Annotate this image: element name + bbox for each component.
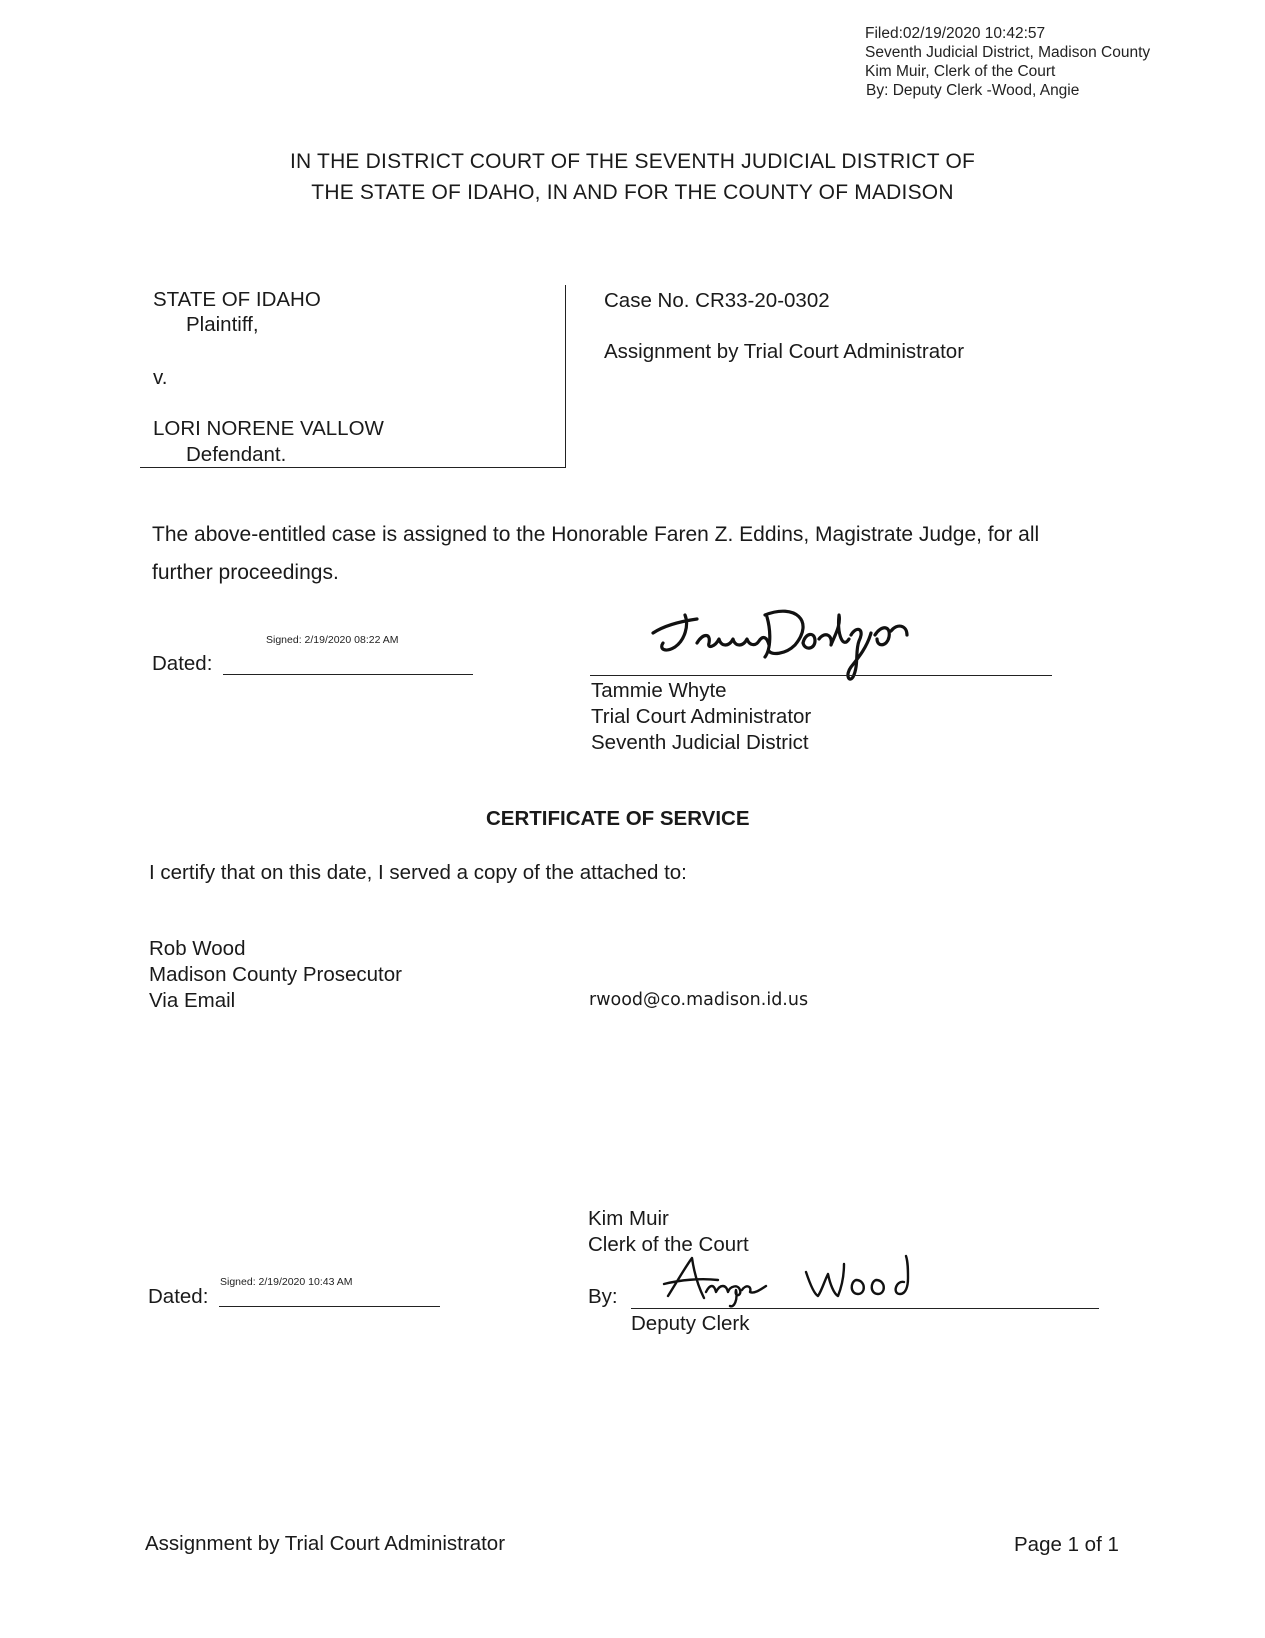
tca-signer-district: Seventh Judicial District (591, 731, 809, 754)
assignment-text-line2: further proceedings. (152, 561, 339, 584)
court-heading (0, 146, 1265, 208)
case-number: Case No. CR33-20-0302 (604, 289, 830, 312)
defendant-name: LORI NORENE VALLOW (153, 417, 384, 440)
clerk-dated-label: Dated: (148, 1285, 209, 1308)
defendant-role: Defendant. (186, 443, 287, 466)
filed-by: By: Deputy Clerk -Wood, Angie (866, 82, 1080, 99)
recipient-name: Rob Wood (149, 937, 246, 960)
tca-signed-stamp: Signed: 2/19/2020 08:22 AM (266, 634, 399, 646)
deputy-clerk-label: Deputy Clerk (631, 1312, 750, 1335)
footer-page-number: Page 1 of 1 (1014, 1533, 1119, 1556)
tca-signer-title: Trial Court Administrator (591, 705, 812, 728)
document-title: Assignment by Trial Court Administrator (604, 340, 965, 363)
plaintiff-role: Plaintiff, (186, 313, 259, 336)
tca-dated-line (223, 674, 473, 675)
clerk-dated-line (219, 1306, 440, 1307)
angie-wood-signature-icon (660, 1250, 930, 1310)
clerk-name: Kim Muir (588, 1207, 669, 1230)
filed-district: Seventh Judicial District, Madison County (865, 44, 1151, 61)
clerk-signature-line (631, 1308, 1099, 1309)
court-heading-line2: THE STATE OF IDAHO, IN AND FOR THE COUNTY OF MADISON (311, 181, 954, 204)
filed-clerk: Kim Muir, Clerk of the Court (865, 63, 1056, 80)
tca-dated-label: Dated: (152, 652, 213, 675)
clerk-signed-stamp: Signed: 2/19/2020 10:43 AM (220, 1276, 353, 1288)
tca-signature-line (590, 675, 1052, 676)
filed-timestamp: Filed:02/19/2020 10:42:57 (865, 25, 1046, 42)
recipient-title: Madison County Prosecutor (149, 963, 402, 986)
caption-vertical-rule (565, 285, 566, 468)
court-heading-line1: IN THE DISTRICT COURT OF THE SEVENTH JUDICIAL DISTRICT OF (289, 150, 976, 173)
clerk-by-label: By: (588, 1285, 618, 1308)
clerk-title: Clerk of the Court (588, 1233, 749, 1256)
delivery-method: Via Email (149, 989, 236, 1012)
assignment-text-line1: The above-entitled case is assigned to the Honorable Faren Z. Eddins, Magistrate Judge, for all (152, 523, 1040, 546)
plaintiff-name: STATE OF IDAHO (153, 288, 321, 311)
tca-signer-name: Tammie Whyte (591, 679, 727, 702)
footer-title: Assignment by Trial Court Administrator (145, 1532, 506, 1555)
certificate-statement: I certify that on this date, I served a copy of the attached to: (149, 861, 687, 884)
filing-stamp (865, 24, 1150, 100)
versus: v. (153, 366, 168, 389)
caption-bottom-rule (140, 467, 566, 468)
recipient-email: rwood@co.madison.id.us (589, 990, 809, 1010)
certificate-heading: CERTIFICATE OF SERVICE (486, 807, 750, 830)
